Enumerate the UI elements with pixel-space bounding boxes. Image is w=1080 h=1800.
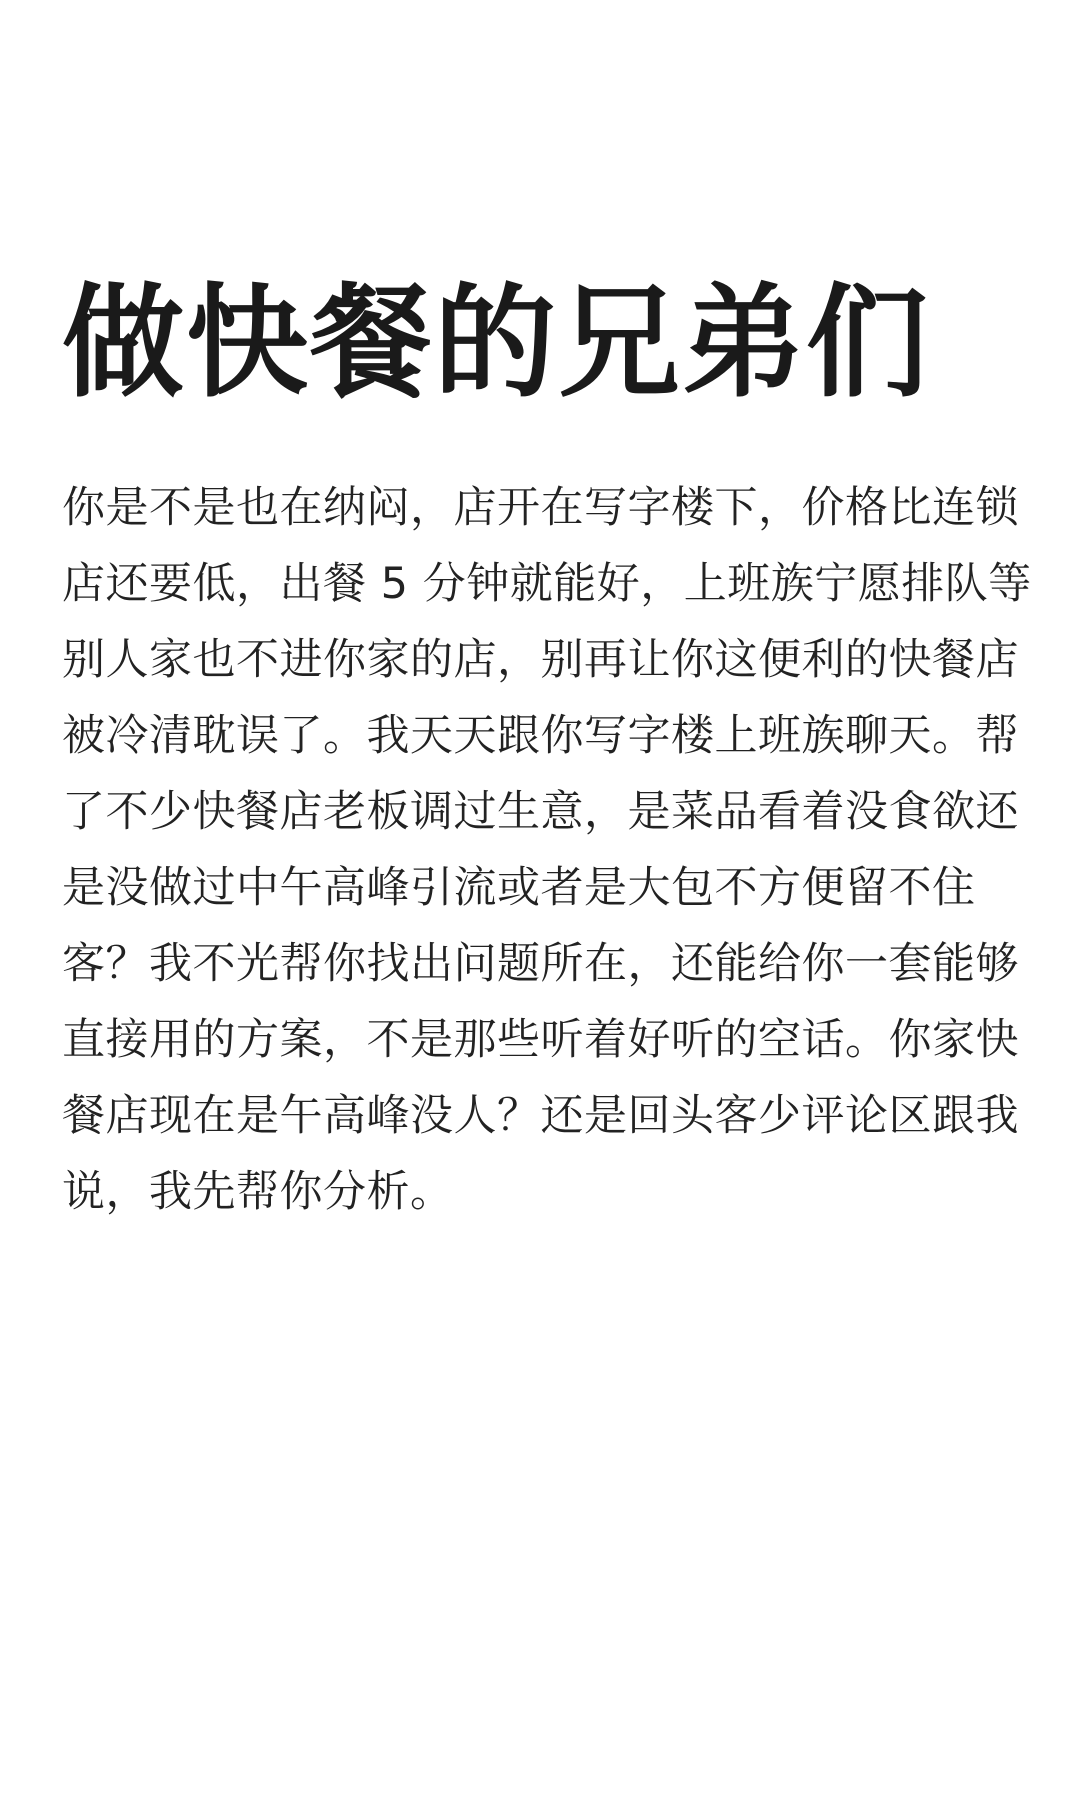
body-line: 直接用的方案，不是那些听着好听的空话。你家快 — [62, 1015, 1019, 1065]
body-line: 餐店现在是午高峰没人？还是回头客少评论区跟我 — [62, 1091, 1019, 1141]
post-title: 做快餐的兄弟们 — [62, 270, 930, 414]
body-line: 了不少快餐店老板调过生意，是菜品看着没食欲还 — [62, 787, 1019, 837]
body-line: 是没做过中午高峰引流或者是大包不方便留不住 — [62, 863, 976, 913]
body-line: 别人家也不进你家的店，别再让你这便利的快餐店 — [62, 635, 1019, 685]
post-body — [62, 470, 1032, 1230]
body-line: 店还要低，出餐 5 分钟就能好，上班族宁愿排队等 — [62, 559, 1032, 609]
body-line: 被冷清耽误了。我天天跟你写字楼上班族聊天。帮 — [62, 711, 1019, 761]
body-line: 你是不是也在纳闷，店开在写字楼下，价格比连锁 — [62, 483, 1019, 533]
body-line: 说，我先帮你分析。 — [62, 1167, 454, 1217]
body-line: 客？我不光帮你找出问题所在，还能给你一套能够 — [62, 939, 1019, 989]
